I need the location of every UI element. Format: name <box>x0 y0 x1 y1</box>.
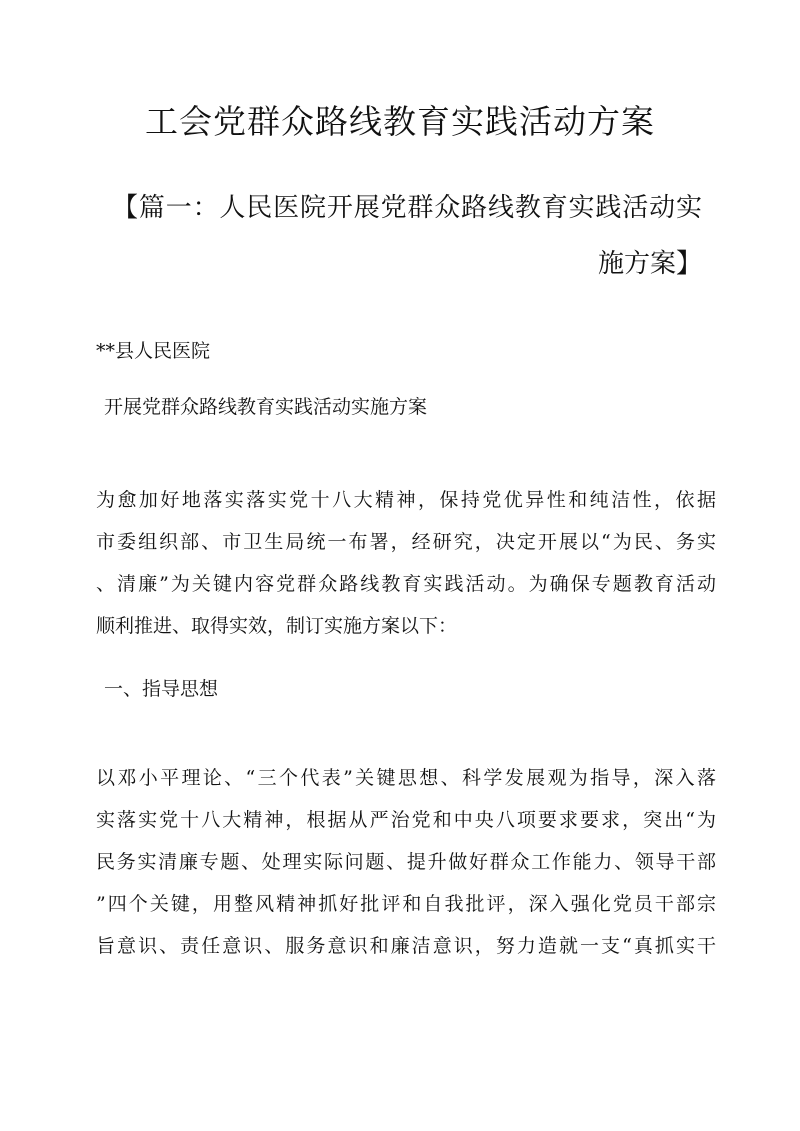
intro-line: 为愈加好地落实落实党十八大精神，保持党优异性和纯洁性，依据 <box>96 489 716 511</box>
document-title: 工会党群众路线教育实践活动方案 <box>145 102 655 141</box>
body-line: 实落实党十八大精神，根据从严治党和中央八项要求要求，突出“为 <box>96 809 716 831</box>
intro-line: 顺利推进、取得实效，制订实施方案以下： <box>96 615 458 637</box>
guiding-ideology-paragraph <box>96 760 716 964</box>
organization-name: **县人民医院 <box>96 340 211 362</box>
intro-paragraph <box>96 482 716 644</box>
body-line: 民务实清廉专题、处理实际问题、提升做好群众工作能力、领导干部 <box>96 851 716 873</box>
body-line: 旨意识、责任意识、服务意识和廉洁意识，努力造就一支“真抓实干 <box>96 935 716 957</box>
body-line: ”四个关键，用整风精神抓好批评和自我批评，深入强化党员干部宗 <box>96 893 716 915</box>
body-line: 以邓小平理论、“三个代表”关键思想、科学发展观为指导，深入落 <box>96 767 716 789</box>
plan-name: 开展党群众路线教育实践活动实施方案 <box>104 396 428 418</box>
section-heading-guiding-ideology: 一、指导思想 <box>104 678 219 700</box>
document-subtitle: 【篇一：人民医院开展党群众路线教育实践活动实施方案】 <box>112 193 702 279</box>
intro-line: 市委组织部、市卫生局统一布署，经研究，决定开展以“为民、务实 <box>96 531 716 553</box>
intro-line: 、清廉”为关键内容党群众路线教育实践活动。为确保专题教育活动 <box>96 573 716 595</box>
